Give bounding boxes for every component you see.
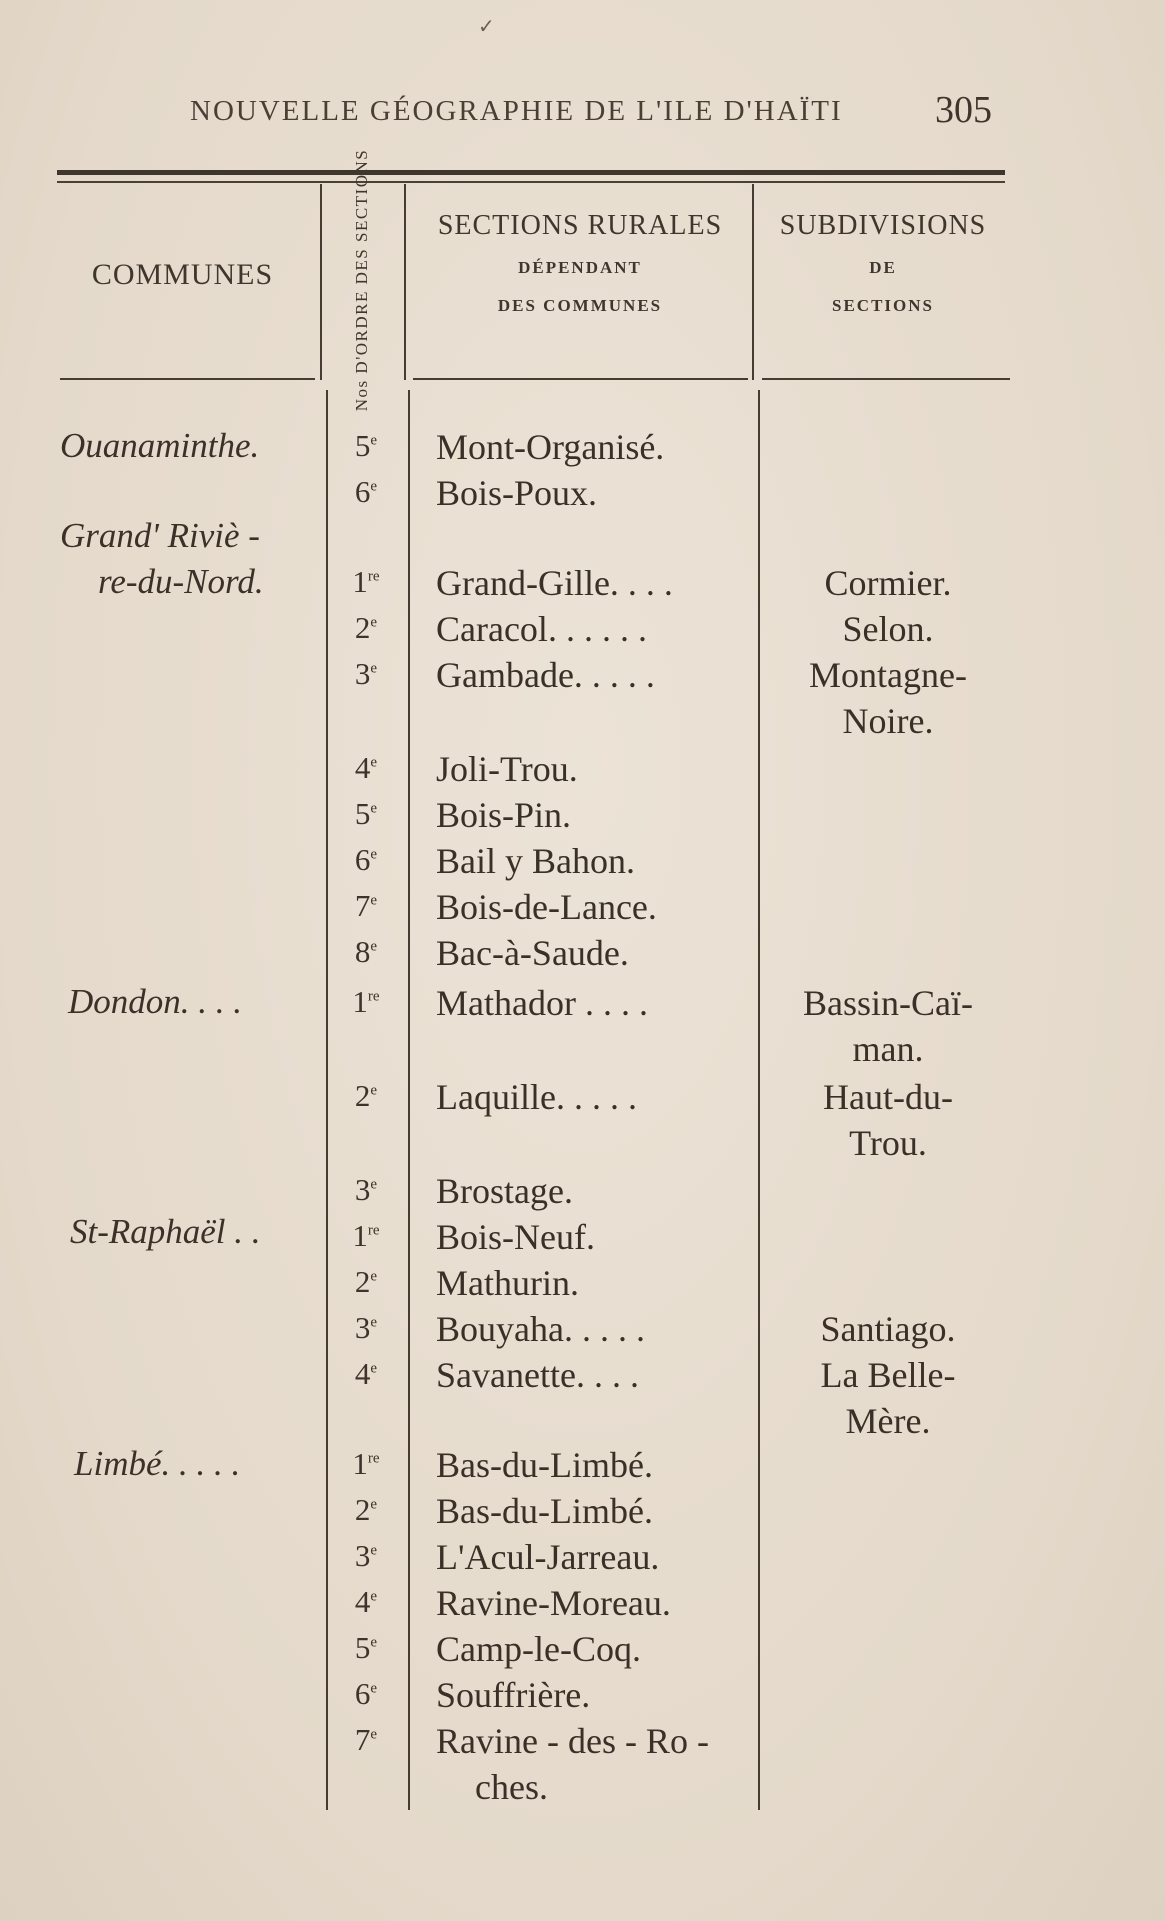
header-underline-sections — [413, 378, 748, 380]
header-subdiv-line2: DE — [869, 258, 897, 277]
order-number-digit: 7 — [354, 1722, 371, 1757]
section-name: Laquille. . . . . — [436, 1077, 637, 1117]
ink-mark: ✓ — [478, 14, 495, 38]
subdivision-name: Selon. — [842, 609, 934, 649]
order-number-digit: 1 — [352, 1446, 368, 1481]
order-number-suffix: e — [370, 1542, 378, 1559]
order-number-digit: 1 — [352, 984, 368, 1019]
header-sections-line2: DÉPENDANT — [518, 258, 642, 277]
subdivision-name: La Belle- — [820, 1355, 956, 1395]
commune-name: St-Raphaël . . — [70, 1212, 261, 1251]
order-number-digit: 2 — [354, 610, 371, 645]
order-number — [336, 1626, 396, 1670]
order-number — [336, 980, 396, 1024]
column-rule-2 — [408, 390, 410, 1810]
order-number-digit: 7 — [354, 888, 371, 923]
section-name: Mathurin. — [436, 1263, 579, 1303]
order-number-digit: 3 — [354, 1172, 371, 1207]
order-number-suffix: e — [370, 660, 378, 677]
section-name-continued: ches. — [475, 1767, 548, 1807]
order-number — [336, 1260, 396, 1304]
order-number-suffix: e — [370, 1680, 378, 1697]
section-name: Grand-Gille. . . . — [436, 563, 673, 603]
order-number-suffix: e — [370, 1634, 378, 1651]
order-number — [336, 1534, 396, 1578]
order-number-suffix: e — [370, 1496, 378, 1513]
order-number — [336, 838, 396, 882]
order-number-digit: 4 — [354, 1356, 371, 1391]
section-name: Souffrière. — [436, 1675, 591, 1715]
order-number — [336, 652, 396, 696]
order-number-suffix: e — [370, 846, 378, 863]
order-number-suffix: e — [370, 614, 378, 631]
subdivision-name-continued: Mère. — [845, 1401, 931, 1441]
section-name: Camp-le-Coq. — [436, 1629, 641, 1669]
section-name: Bois-Poux. — [436, 473, 598, 513]
order-number-digit: 6 — [354, 474, 371, 509]
header-underline-subdiv — [762, 378, 1010, 380]
header-subdiv-title: SUBDIVISIONS — [779, 210, 987, 241]
order-number — [336, 470, 396, 514]
order-number-suffix: re — [367, 1222, 380, 1239]
subdivision-name: Montagne- — [809, 655, 967, 695]
commune-name: Ouanaminthe. — [60, 426, 260, 465]
order-number-suffix: e — [370, 1726, 378, 1743]
order-number-digit: 3 — [354, 1310, 371, 1345]
order-number — [336, 1306, 396, 1350]
order-number — [336, 1352, 396, 1396]
section-name: Ravine-Moreau. — [436, 1583, 671, 1623]
subdivision-name: Santiago. — [820, 1309, 956, 1349]
section-name: Caracol. . . . . . — [436, 609, 647, 649]
order-number — [336, 746, 396, 790]
order-number-digit: 6 — [354, 1676, 371, 1711]
section-name: Joli-Trou. — [436, 749, 578, 789]
header-order-label: Nos D'ORDRE DES SECTIONS — [352, 148, 371, 412]
order-number-digit: 2 — [354, 1492, 371, 1527]
section-name: Bail y Bahon. — [436, 841, 635, 881]
section-name: Gambade. . . . . — [436, 655, 655, 695]
top-rule-thin — [57, 181, 1005, 183]
section-name: L'Acul-Jarreau. — [436, 1537, 660, 1577]
order-number-digit: 2 — [354, 1264, 371, 1299]
order-number-digit: 5 — [354, 796, 371, 831]
subdivision-name: Haut-du- — [823, 1077, 953, 1117]
order-number-suffix: e — [370, 1588, 378, 1605]
column-rule-3 — [758, 390, 760, 1810]
order-number — [336, 792, 396, 836]
subdivision-name: Cormier. — [824, 563, 952, 603]
commune-name: re-du-Nord. — [98, 562, 264, 601]
order-number — [336, 930, 396, 974]
order-number-digit: 8 — [354, 934, 371, 969]
header-sections — [410, 210, 750, 316]
section-name: Bois-de-Lance. — [436, 887, 657, 927]
order-number-suffix: e — [370, 1268, 378, 1285]
order-number-suffix: e — [370, 938, 378, 955]
header-underline-communes — [60, 378, 315, 380]
top-rule — [57, 170, 1005, 175]
header-subdiv-line3: SECTIONS — [832, 296, 934, 315]
order-number-suffix: e — [370, 432, 378, 449]
order-number-suffix: e — [370, 1360, 378, 1377]
section-name: Ravine - des - Ro - — [436, 1721, 709, 1761]
order-number-digit: 3 — [354, 656, 371, 691]
header-sections-line3: DES COMMUNES — [497, 296, 663, 315]
header-order — [322, 148, 402, 412]
order-number-digit: 4 — [354, 1584, 371, 1619]
section-name: Brostage. — [436, 1171, 573, 1211]
column-rule-header-1 — [320, 184, 322, 380]
column-rule-header-3 — [752, 184, 754, 380]
section-name: Mont-Organisé. — [436, 427, 665, 467]
section-name: Bac-à-Saude. — [436, 933, 629, 973]
order-number-suffix: e — [370, 892, 378, 909]
order-number-suffix: e — [370, 800, 378, 817]
order-number-suffix: re — [367, 1450, 380, 1467]
section-name: Bois-Pin. — [436, 795, 572, 835]
order-number — [336, 1168, 396, 1212]
order-number-digit: 5 — [354, 428, 371, 463]
header-communes: COMMUNES — [91, 258, 274, 291]
order-number-digit: 4 — [354, 750, 371, 785]
section-name: Bas-du-Limbé. — [436, 1491, 653, 1531]
order-number — [336, 1580, 396, 1624]
order-number-digit: 1 — [352, 1218, 368, 1253]
order-number-suffix: re — [367, 988, 380, 1005]
order-number-suffix: e — [370, 478, 378, 495]
column-rule-1 — [326, 390, 328, 1810]
order-number — [336, 1488, 396, 1532]
order-number-suffix: e — [370, 1082, 378, 1099]
section-name: Mathador . . . . — [436, 983, 648, 1023]
section-name: Bouyaha. . . . . — [436, 1309, 645, 1349]
order-number — [336, 560, 396, 604]
commune-name: Dondon. . . . — [68, 982, 243, 1021]
commune-name: Limbé. . . . . — [74, 1444, 241, 1483]
order-number-suffix: e — [370, 1176, 378, 1193]
column-rule-header-2 — [404, 184, 406, 380]
order-number-suffix: e — [370, 1314, 378, 1331]
section-name: Bas-du-Limbé. — [436, 1445, 653, 1485]
order-number-suffix: re — [367, 568, 380, 585]
order-number-suffix: e — [370, 754, 378, 771]
order-number — [336, 606, 396, 650]
header-subdivisions — [758, 210, 1008, 316]
subdivision-name: Bassin-Caï- — [803, 983, 973, 1023]
subdivision-name-continued: man. — [852, 1029, 924, 1069]
order-number-digit: 1 — [352, 564, 368, 599]
order-number — [336, 1214, 396, 1258]
header-sections-title: SECTIONS RURALES — [437, 210, 723, 241]
commune-name: Grand' Riviè - — [60, 516, 260, 555]
section-name: Savanette. . . . — [436, 1355, 639, 1395]
section-name: Bois-Neuf. — [436, 1217, 595, 1257]
order-number-digit: 6 — [354, 842, 371, 877]
order-number — [336, 424, 396, 468]
order-number-digit: 3 — [354, 1538, 371, 1573]
order-number — [336, 1718, 396, 1762]
subdivision-name-continued: Noire. — [842, 701, 934, 741]
order-number-digit: 5 — [354, 1630, 371, 1665]
order-number — [336, 1442, 396, 1486]
order-number — [336, 884, 396, 928]
order-number — [336, 1672, 396, 1716]
page-number: 305 — [935, 89, 992, 131]
subdivision-name-continued: Trou. — [849, 1123, 927, 1163]
running-title: NOUVELLE GÉOGRAPHIE DE L'ILE D'HAÏTI — [190, 95, 843, 127]
order-number — [336, 1074, 396, 1118]
order-number-digit: 2 — [354, 1078, 371, 1113]
